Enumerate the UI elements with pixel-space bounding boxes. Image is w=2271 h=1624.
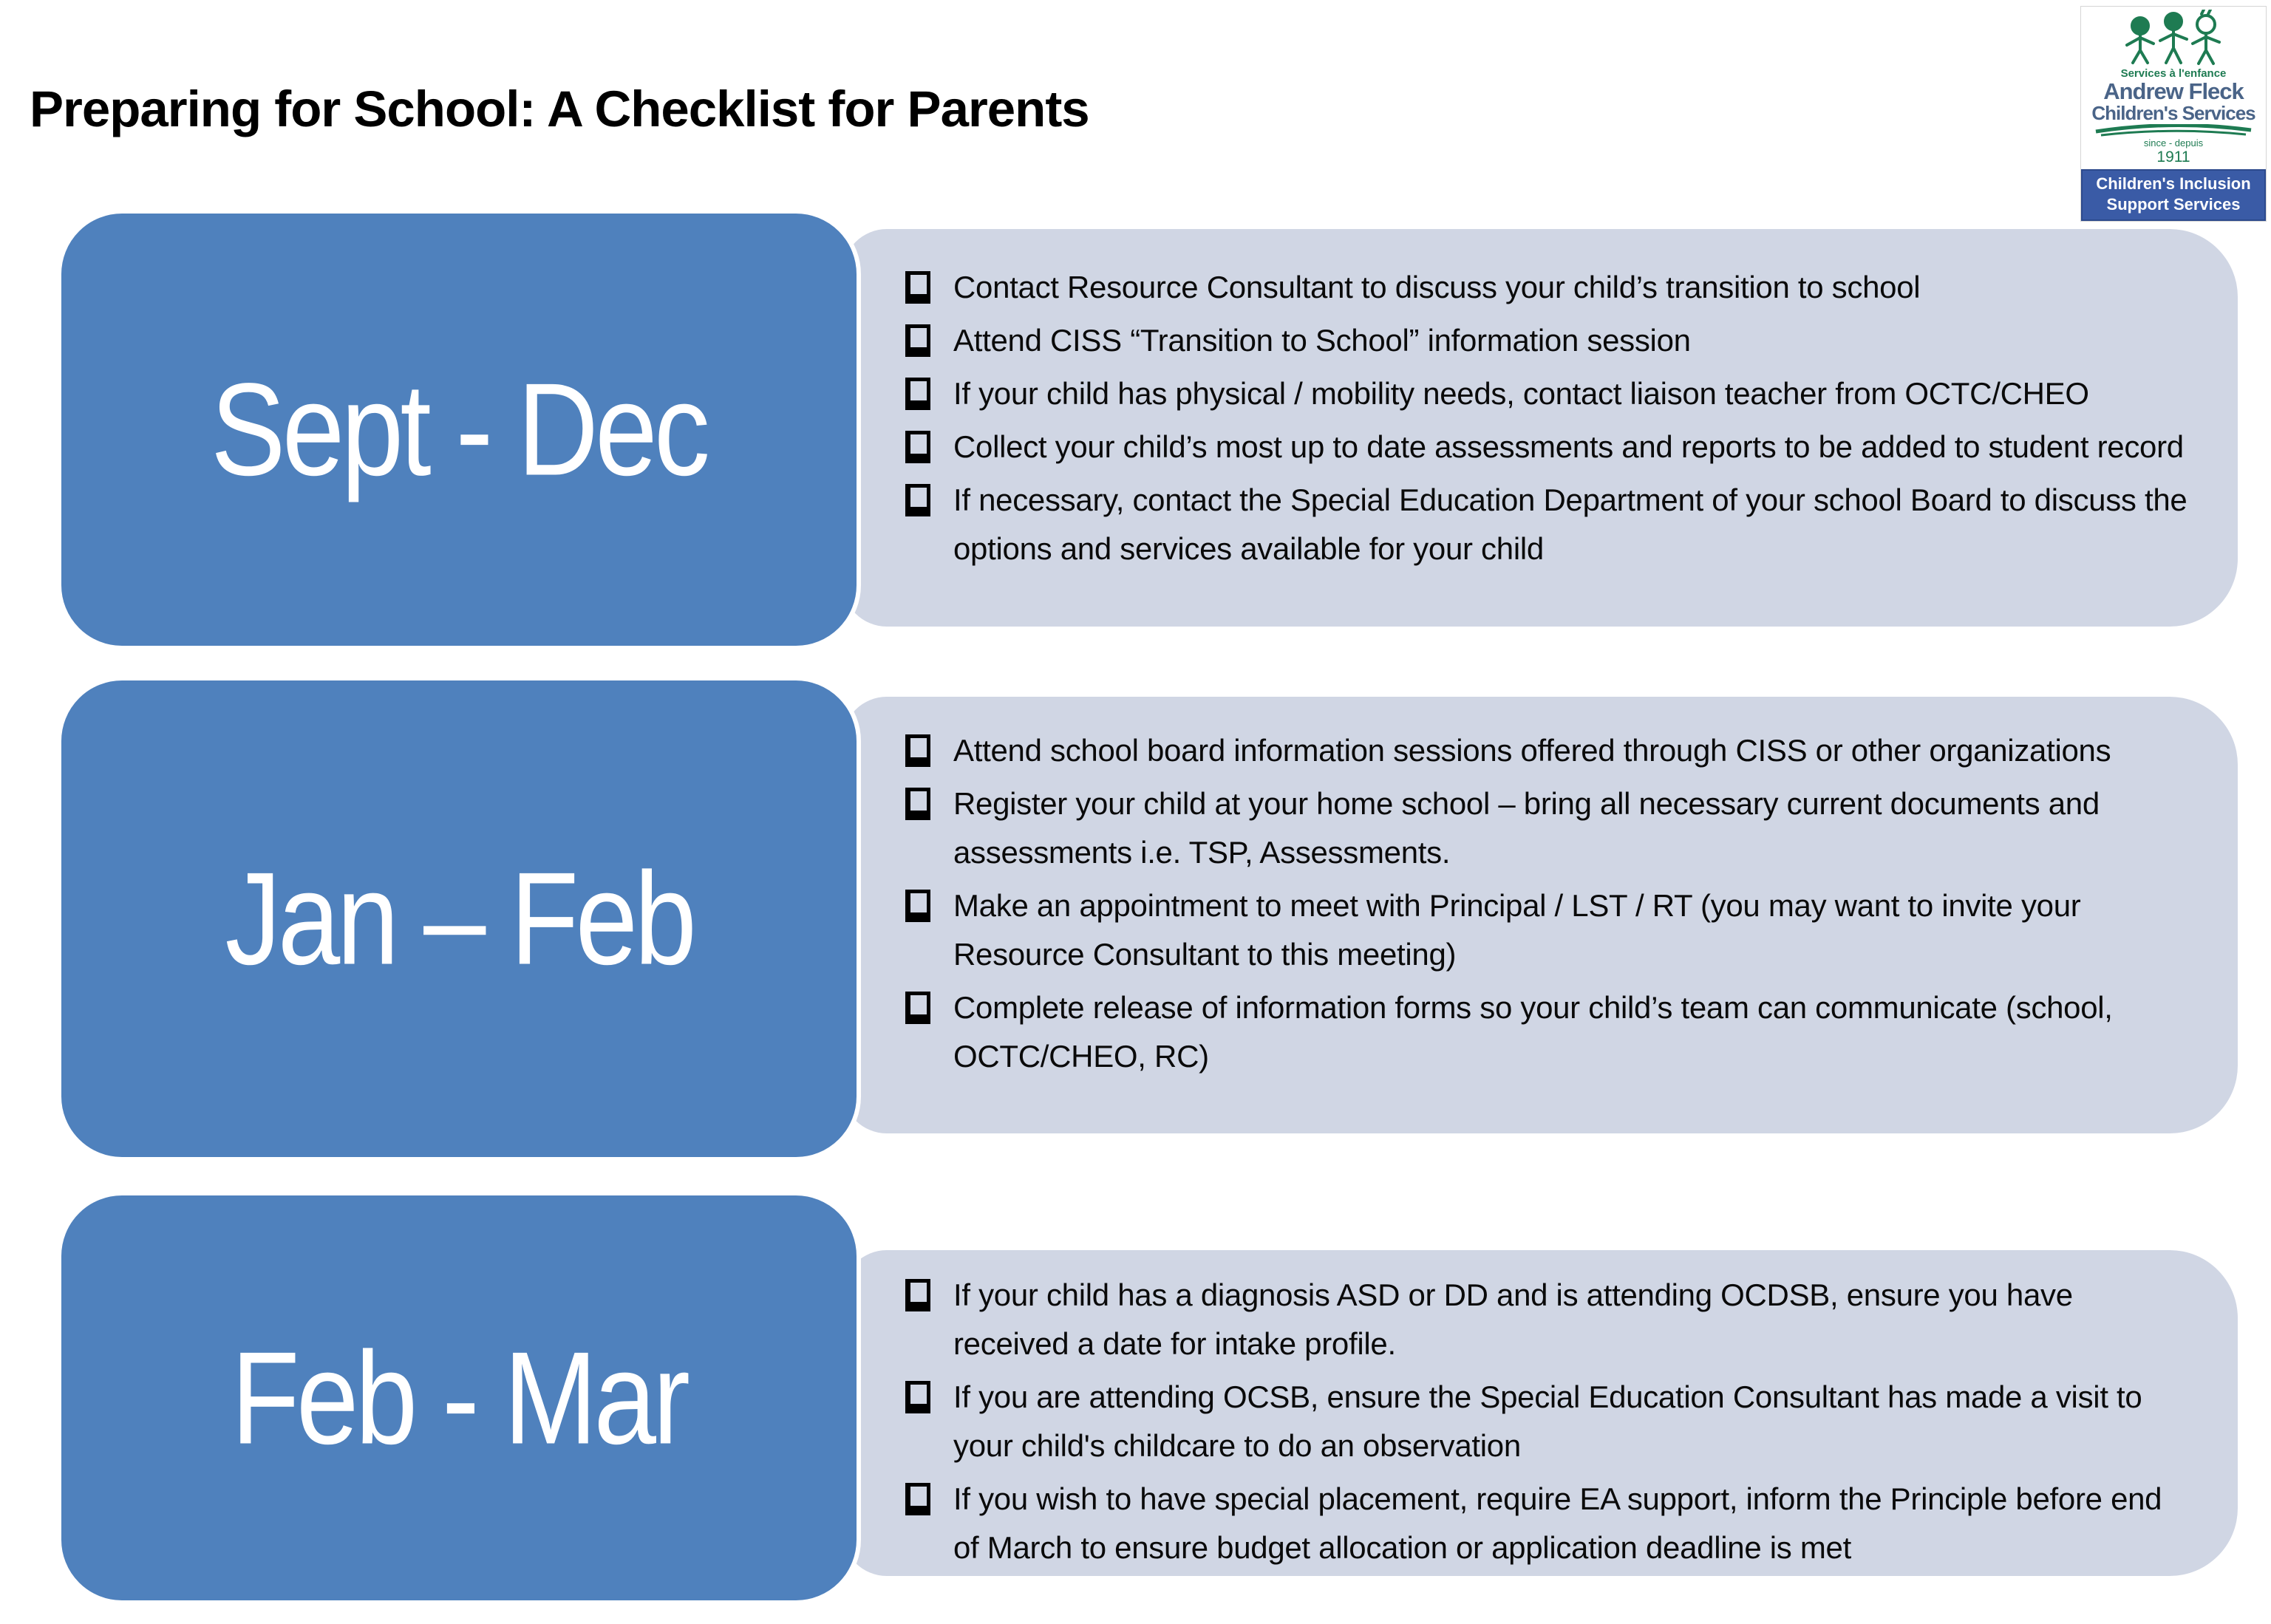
checkbox-icon	[905, 1381, 930, 1413]
timeline-label-jan-feb: Jan – Feb	[225, 845, 693, 992]
logo-name-line1: Andrew Fleck	[2103, 78, 2244, 104]
timeline-box-feb-mar	[57, 1191, 861, 1605]
checkbox-icon	[905, 431, 930, 463]
logo-name-line2: Children's Services	[2091, 102, 2255, 124]
checkbox-icon	[905, 788, 930, 820]
checklist-item-text: Attend school board information sessions offered through CISS or other organizations	[953, 733, 2111, 768]
checklist-item	[905, 983, 2189, 1081]
checklist-item-text: Register your child at your home school – bring all necessary current documents and assessments i.e. TSP, Assessments.	[953, 786, 2100, 870]
checklist-panel-sept-dec	[842, 229, 2238, 627]
org-logo	[2080, 6, 2267, 222]
checklist-item	[905, 1373, 2189, 1470]
timeline-label-sept-dec: Sept - Dec	[211, 355, 707, 503]
checkbox-icon	[905, 734, 930, 767]
checklist-item	[905, 881, 2189, 979]
logo-banner-line1: Children's Inclusion	[2096, 174, 2251, 193]
checklist-item-text: Contact Resource Consultant to discuss your child’s transition to school	[953, 270, 1921, 304]
checklist-item	[905, 316, 2189, 365]
logo-since-text: since - depuis	[2143, 137, 2204, 149]
checklist-item	[905, 1475, 2189, 1572]
checklist-item	[905, 1271, 2189, 1368]
checklist-item-text: Complete release of information forms so your child’s team can communicate (school, OCTC/CHEO, RC)	[953, 990, 2113, 1074]
checkbox-icon	[905, 484, 930, 516]
checklist-item-text: If your child has a diagnosis ASD or DD and is attending OCDSB, ensure you have received a date for intake profile.	[953, 1277, 2073, 1361]
checklist-panel-jan-feb	[842, 697, 2238, 1133]
checklist-item-text: If you wish to have special placement, require EA support, inform the Principle before end of March to ensure budget allocation or application deadline is met	[953, 1481, 2162, 1565]
checklist-item	[905, 779, 2189, 877]
checklist-panel-feb-mar	[842, 1250, 2238, 1576]
checkbox-icon	[905, 1483, 930, 1515]
checklist-item	[905, 423, 2189, 471]
checklist-item	[905, 369, 2189, 418]
timeline-box-jan-feb	[57, 676, 861, 1161]
logo-banner	[2081, 169, 2266, 221]
checkbox-icon	[905, 890, 930, 922]
checklist-item-text: If your child has physical / mobility needs, contact liaison teacher from OCTC/CHEO	[953, 376, 2089, 411]
timeline-box-sept-dec	[57, 209, 861, 650]
checklist-item-text: Attend CISS “Transition to School” information session	[953, 323, 1691, 358]
checklist-item	[905, 476, 2189, 573]
checklist-item-text: If necessary, contact the Special Education Department of your school Board to discuss the options and services available for your child	[953, 482, 2187, 566]
logo-swoosh-icon	[2092, 124, 2255, 137]
checklist-item-text: Collect your child’s most up to date assessments and reports to be added to student record	[953, 429, 2184, 464]
logo-tagline: Services à l'enfance	[2120, 67, 2227, 80]
checkbox-icon	[905, 1279, 930, 1311]
logo-banner-line2: Support Services	[2106, 195, 2241, 214]
checklist-item-text: Make an appointment to meet with Principal / LST / RT (you may want to invite your Resource Consultant to this meeting)	[953, 888, 2081, 972]
checklist-item	[905, 263, 2189, 312]
three-children-icon	[2118, 10, 2229, 67]
checkbox-icon	[905, 271, 930, 304]
timeline-label-feb-mar: Feb - Mar	[231, 1324, 687, 1471]
checkbox-icon	[905, 324, 930, 357]
checkbox-icon	[905, 992, 930, 1024]
checklist-item	[905, 726, 2189, 775]
checkbox-icon	[905, 378, 930, 410]
logo-year: 1911	[2156, 149, 2190, 166]
page-title: Preparing for School: A Checklist for Parents	[30, 81, 1089, 137]
checklist-item-text: If you are attending OCSB, ensure the Special Education Consultant has made a visit to your child's childcare to do an observation	[953, 1379, 2142, 1463]
